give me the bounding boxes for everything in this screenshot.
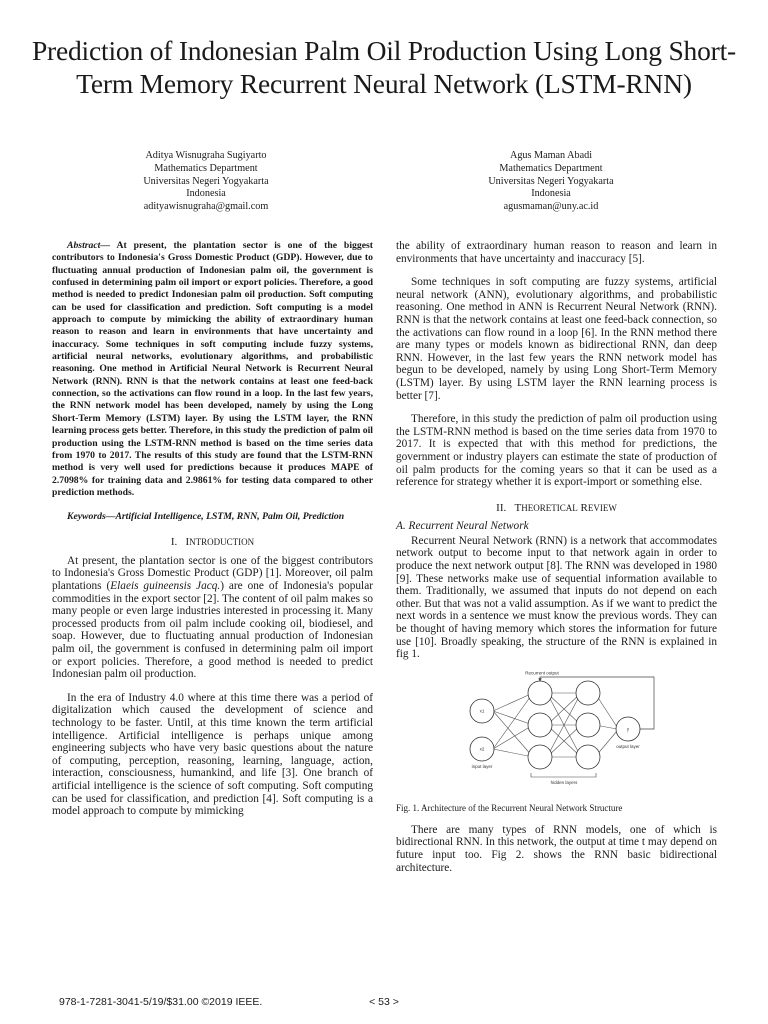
- author-email: adityawisnugraha@gmail.com: [143, 201, 269, 213]
- body-paragraph-study: Therefore, in this study the prediction of palm oil production using the LSTM-RNN method is based on the time series data from 1970 to 2017. It is expected that with this method for predictions, the government or industry players can estimate the state of production of oil palm products for the coming years so that it can be used as a reference for strategy whether it is export-import or something else.: [396, 413, 717, 489]
- intro-paragraph-1: At present, the plantation sector is one of the biggest contributors to Indonesia's Gross Domestic Product (GDP) [1]. Moreover, oil palm plantations (Elaeis guineensis Jacq.) are one of Indonesia's popular commodities in the export sector [2]. The content of oil palm makes so many people or even large industries interested in processing it. Many processed products from oil palm include cooking oil, biodiesel, and soap. However, due to fluctuating annual production of Indonesian palm oil, the government is confused in determining palm oil import or export policies. Therefore, a good method is needed to predict Indonesian palm oil production.: [52, 554, 373, 681]
- recurrent-output-label: Recurrent output: [525, 670, 559, 676]
- right-column: [396, 240, 717, 874]
- hidden-node: [576, 745, 600, 769]
- author-name: Agus Maman Abadi: [509, 150, 593, 161]
- hidden-node: [528, 745, 552, 769]
- hidden-node: [576, 681, 600, 705]
- section-heading-theoretical-review: II. THEORETICAL REVIEW: [496, 501, 617, 514]
- paper-title: Prediction of Indonesian Palm Oil Production Using Long Short-Term Memory Recurrent Neural Network (LSTM-RNN): [31, 35, 737, 99]
- input-layer-label: input layer: [471, 763, 493, 769]
- author-university: Universitas Negeri Yogyakarta: [488, 175, 614, 187]
- footer-isbn: 978-1-7281-3041-5/19/$31.00 ©2019 IEEE.: [59, 996, 263, 1008]
- author-name: Aditya Wisnugraha Sugiyarto: [145, 150, 267, 161]
- keywords: [52, 511, 373, 523]
- author-block-2: [431, 150, 671, 214]
- hidden-layer-bracket: [531, 773, 596, 777]
- left-column: [52, 240, 373, 818]
- hidden-node: [528, 681, 552, 705]
- author-department: Mathematics Department: [499, 162, 603, 174]
- section-heading-introduction: I. INTRODUCTION: [170, 536, 255, 549]
- hidden-node: [576, 713, 600, 737]
- x2-label: x2: [479, 746, 485, 752]
- keywords-label: Keywords—: [67, 511, 116, 523]
- keywords-text: Artificial Intelligence, LSTM, RNN, Palm Oil, Prediction: [115, 511, 345, 523]
- abstract-text: At present, the plantation sector is one of the biggest contributors to Indonesia's Gross Domestic Product (GDP). However, due to fluctuating annual production of Indonesian palm oil, the government is confused in determining palm oil import or export policies. Therefore, a good method is needed to predict Indonesian palm oil production. Soft computing can be used for classification and prediction. Soft computing is a model approach to compute by mimicking the ability of extraordinary human reason to reason and learn in environments that have uncertainty and inaccuracy. Some techniques in soft computing include fuzzy systems, artificial neural networks, evolutionary algorithms, and probabilistic reasoning. One method in Artificial Neural Network is Recurrent Neural Network (RNN). RNN is that the network contains at least one feed-back connection, so the activations can flow round in a loop. In the last few years, the RNN network model has been developed, namely by using the Long Short-Term Memory (LSTM) layer. By using the LSTM layer, the RNN learning process gets better. Therefore, in this study the prediction of palm oil production using the LSTM-RNN method is based on the time series data from 1970 to 2017. The results of this study are found that the LSTM-RNN method is very well used for predictions because it produces MAPE of 2.7098% for training data and 2.9861% for testing data compared to other prediction methods.: [52, 240, 373, 498]
- rnn-architecture-figure: [396, 671, 717, 789]
- page-number: < 53 >: [369, 996, 399, 1008]
- hidden-layers-label: hidden layers: [550, 779, 578, 785]
- rnn-diagram: [396, 671, 717, 789]
- y-label: y: [626, 726, 630, 732]
- author-block-1: [86, 150, 326, 214]
- abstract: [52, 240, 373, 499]
- species-name: Elaeis guineensis Jacq.: [110, 580, 221, 592]
- author-country: Indonesia: [186, 188, 226, 200]
- abstract-label: Abstract—: [67, 240, 111, 251]
- output-layer-label: output layer: [616, 743, 640, 749]
- body-paragraph-rnn: Recurrent Neural Network (RNN) is a network that accommodates network output to become input to that network again in order to produce the next network output [8]. The RNN was developed in 1980 [9]. These networks make use of sequential information available to them. Traditionally, we assumed that inputs do not depend on each other. But that was not a valid assumption. As if we want to predict the next words in a sentence we must know the previous words. They can be thought of having memory which stores the information for future use [10]. Broadly speaking, the structure of the RNN is explained in fig 1.: [396, 534, 717, 661]
- hidden-node: [528, 713, 552, 737]
- continued-paragraph: the ability of extraordinary human reason to reason and learn in environments that have uncertainty and inaccuracy [5].: [396, 240, 717, 265]
- figure-caption: Fig. 1. Architecture of the Recurrent Neural Network Structure: [396, 802, 623, 813]
- x1-label: x1: [479, 708, 485, 714]
- body-paragraph-soft-computing: Some techniques in soft computing are fuzzy systems, artificial neural network (ANN), evolutionary algorithms, and probabilistic reasoning. One method in ANN is Recurrent Neural Network (RNN). RNN is that the network contains at least one feed-back connection, so the activations can flow round in a loop [6]. In the RNN method there are many types or models known as bidirectional RNN, dan deep RNN. However, in the last few years the RNN network model has begun to be developed, namely by using Long Short-Term Memory (LSTM) layer. By using LSTM layer the RNN learning process is better [7].: [396, 276, 717, 402]
- author-university: Universitas Negeri Yogyakarta: [143, 175, 269, 187]
- body-paragraph-bidirectional: There are many types of RNN models, one of which is bidirectional RNN. In this network, the output at time t may depend on future input too. Fig 2. shows the RNN basic bidirectional architecture.: [396, 823, 717, 874]
- subsection-heading-rnn: A. Recurrent Neural Network: [396, 520, 529, 533]
- intro-paragraph-2: In the era of Industry 4.0 where at this time there was a period of digitalization which caused the development of science and technology to be faster. Until, at this time known the term artificial intelligence. Artificial intelligence is perhaps unique among engineering subjects who have very basic questions about the nature of computing, perception, reasoning, learning, language, action, interaction, consciousness, humankind, and life [3]. One branch of artificial intelligence is the science of soft computing. Soft computing can be used for classification, and prediction [4]. Soft computing is a model approach to compute by mimicking: [52, 691, 373, 818]
- author-email: agusmaman@uny.ac.id: [503, 201, 599, 213]
- author-country: Indonesia: [531, 188, 571, 200]
- author-department: Mathematics Department: [154, 162, 258, 174]
